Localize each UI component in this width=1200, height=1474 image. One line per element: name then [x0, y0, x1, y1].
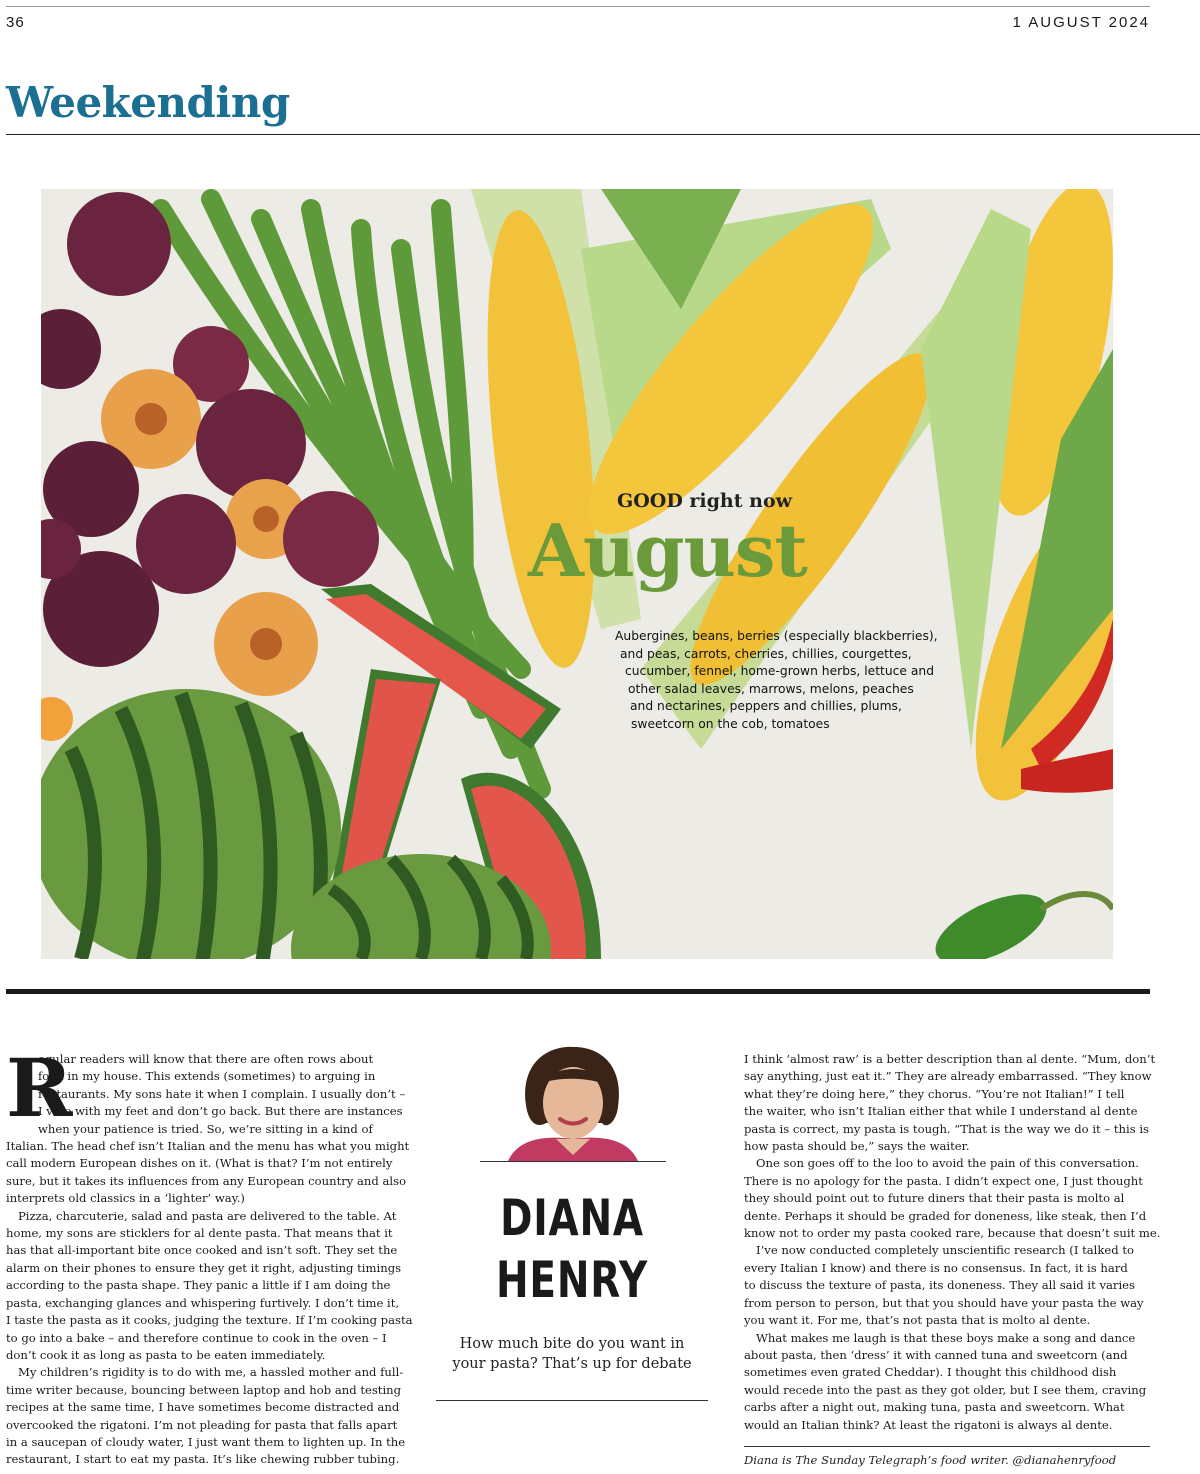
article-line: food in my house. This extends (sometimes) to arguing in — [38, 1069, 376, 1084]
article-line: interprets old classics in a ‘lighter’ way.) — [6, 1191, 245, 1206]
page-number: 36 — [6, 14, 25, 31]
article-line: pasta is correct, my pasta is tough. “That is the way we do it – this is — [744, 1121, 1149, 1136]
author-name — [466, 1187, 678, 1311]
article-line: from person to person, but that you should have your pasta the way — [744, 1295, 1144, 1310]
article-line: What makes me laugh is that these boys make a song and dance — [756, 1330, 1136, 1345]
article-line: in a saucepan of cloudy water, I just want them to lighten up. In the — [6, 1434, 406, 1449]
article-line: don’t cook it as long as pasta to be eaten immediately. — [6, 1347, 326, 1362]
standfirst-rule — [436, 1400, 708, 1401]
feature-kicker: GOOD right now — [617, 490, 792, 512]
feature-month-title: August — [528, 508, 807, 593]
article-line: dente. Perhaps it should be graded for doneness, like steak, then I’d — [744, 1208, 1147, 1223]
issue-date: 1 AUGUST 2024 — [1012, 14, 1150, 31]
drop-cap: R — [6, 1041, 73, 1135]
author-first-name: DIANA — [500, 1189, 644, 1247]
article-line: every Italian I know) and there is no consensus. In fact, it is hard — [744, 1260, 1128, 1275]
article-line: Italian. The head chef isn’t Italian and the menu has what you might — [6, 1139, 410, 1154]
photo-rule — [480, 1161, 666, 1162]
produce-line: sweetcorn on the cob, tomatoes — [631, 716, 830, 731]
article-line: My children’s rigidity is to do with me, a hassled mother and full- — [18, 1365, 404, 1380]
author-photo — [498, 1043, 648, 1161]
article-line: One son goes off to the loo to avoid the pain of this conversation. — [756, 1156, 1139, 1171]
article-line: what they’re doing here,” they chorus. “You’re not Italian!” I tell — [744, 1086, 1125, 1101]
article-line: say anything, just eat it.” They are already embarrassed. “They know — [744, 1069, 1152, 1084]
article-line: according to the pasta shape. They panic a little if I am doing the — [6, 1278, 391, 1293]
article-line: would recede into the past as they got older, but I see them, craving — [744, 1382, 1147, 1397]
bio-rule — [744, 1446, 1150, 1447]
produce-line: and peas, carrots, cherries, chillies, courgettes, — [620, 646, 912, 661]
produce-line: other salad leaves, marrows, melons, peaches — [628, 681, 914, 696]
produce-line: and nectarines, peppers and chillies, plums, — [630, 699, 902, 713]
section-rule — [6, 134, 1200, 135]
standfirst-line: your pasta? That’s up for debate — [452, 1356, 692, 1372]
article-line: about pasta, then ‘dress’ it with canned tuna and sweetcorn (and — [744, 1347, 1128, 1362]
article-column-1 — [6, 1041, 413, 1469]
article-line: has that all-important bite once cooked and isn’t soft. They set the — [6, 1243, 398, 1258]
article-line: sometimes even grated Cheddar). I thought this childhood dish — [744, 1365, 1117, 1380]
article-line: you want it. For me, that’s not pasta that is molto al dente. — [744, 1313, 1091, 1328]
article-line: home, my sons are sticklers for al dente pasta. That means that it — [6, 1226, 393, 1241]
article-line: I think ‘almost raw’ is a better description than al dente. “Mum, don’t — [744, 1052, 1156, 1066]
top-rule — [6, 6, 1150, 7]
article-line: know not to order my pasta cooked rare, because that doesn’t suit me. — [744, 1226, 1161, 1241]
produce-list — [572, 628, 952, 733]
article-line: restaurant, I start to eat my pasta. It’s like chewing rubber tubing. — [6, 1452, 400, 1467]
article-column-3 — [744, 1051, 1161, 1434]
article-line: to discuss the texture of pasta, its doneness. They all said it varies — [744, 1278, 1135, 1293]
article-line: egular readers will know that there are often rows about — [38, 1052, 374, 1066]
article-line: when your patience is tried. So, we’re sitting in a kind of — [38, 1121, 373, 1136]
standfirst — [436, 1334, 708, 1374]
article-line: time writer because, bouncing between laptop and hob and testing — [6, 1382, 402, 1397]
article-line: sure, but it takes its influences from any European country and also — [6, 1173, 407, 1188]
produce-line: Aubergines, beans, berries (especially blackberries), — [615, 629, 938, 643]
article-line: alarm on their phones to ensure they get it right, adjusting timings — [6, 1260, 402, 1275]
standfirst-line: How much bite do you want in — [459, 1336, 685, 1352]
article-line: pasta, exchanging glances and whispering furtively. I don’t time it, — [6, 1295, 400, 1310]
article-top-rule — [6, 989, 1150, 994]
article-line: There is no apology for the pasta. I didn’t expect one, I just thought — [744, 1173, 1143, 1188]
article-line: the waiter, who isn’t Italian either that while I understand al dente — [744, 1104, 1138, 1119]
article-line: they should point out to future diners that their pasta is molto al — [744, 1191, 1125, 1206]
article-line: overcooked the rigatoni. I’m not pleading for pasta that falls apart — [6, 1417, 398, 1432]
produce-line: cucumber, fennel, home-grown herbs, lettuce and — [625, 664, 935, 678]
author-portrait — [498, 1043, 648, 1161]
article-line: to go into a bake – and therefore continue to cook in the oven – I — [6, 1330, 387, 1345]
article-line: I vote with my feet and don’t go back. But there are instances — [38, 1104, 403, 1119]
author-last-name: HENRY — [496, 1251, 648, 1309]
article-line: how pasta should be,” says the waiter. — [744, 1139, 970, 1154]
article-line: call modern European dishes on it. (What is that? I’m not entirely — [6, 1156, 393, 1171]
author-bio: Diana is The Sunday Telegraph’s food writer. @dianahenryfood — [744, 1453, 1117, 1467]
article-line: I taste the pasta as it cooks, judging the texture. If I’m cooking pasta — [6, 1313, 413, 1328]
article-line: carbs after a night out, making tuna, pasta and sweetcorn. What — [744, 1400, 1125, 1415]
article-line: recipes at the same time, I have sometimes become distracted and — [6, 1400, 400, 1415]
article-line: Pizza, charcuterie, salad and pasta are delivered to the table. At — [18, 1208, 397, 1223]
section-title: Weekending — [6, 78, 290, 127]
article-line: restaurants. My sons hate it when I complain. I usually don’t – — [38, 1086, 406, 1101]
article-line: I’ve now conducted completely unscientific research (I talked to — [756, 1243, 1134, 1258]
article-line: would an Italian think? At least the rigatoni is always al dente. — [744, 1417, 1113, 1432]
